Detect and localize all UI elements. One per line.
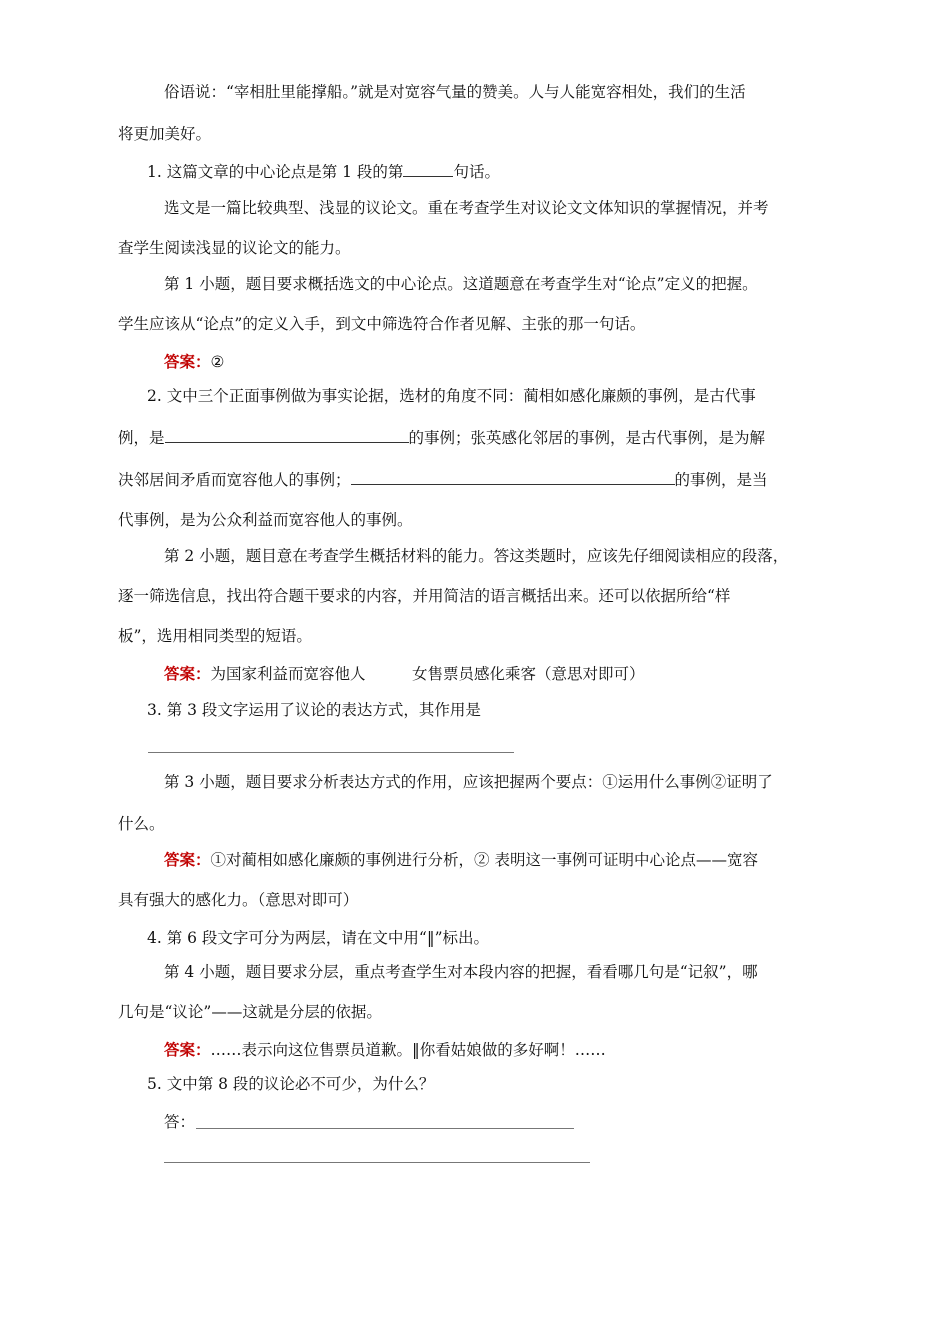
question-3-answer-line[interactable]	[148, 752, 514, 753]
question-1-prefix: 1. 这篇文章的中心论点是第 1 段的第	[147, 163, 404, 181]
question-2-line1: 2. 文中三个正面事例做为事实论据，选材的角度不同：蔺相如感化廉颇的事例，是古代事	[147, 387, 756, 405]
explanation-4-line1: 第 4 小题，题目要求分层，重点考查学生对本段内容的把握，看看哪几句是“记叙”，哪	[164, 963, 758, 981]
question-1-blank[interactable]	[403, 162, 453, 177]
explanation-3-line2: 什么。	[118, 815, 165, 833]
question-5-answer-line-1[interactable]	[196, 1128, 574, 1129]
answer-1	[164, 352, 224, 372]
question-1-suffix: 句话。	[453, 163, 500, 181]
answer-4-text: ……表示向这位售票员道歉。‖你看姑娘做的多好啊！……	[210, 1041, 606, 1059]
explanation-1-line2: 学生应该从“论点”的定义入手，到文中筛选符合作者见解、主张的那一句话。	[118, 315, 646, 333]
answer-3-text: ①对蔺相如感化廉颇的事例进行分析，② 表明这一事例可证明中心论点——宽容	[210, 851, 758, 869]
answer-1-label: 答案：	[164, 352, 211, 371]
explanation-3-line1: 第 3 小题，题目要求分析表达方式的作用，应该把握两个要点：①运用什么事例②证明了	[164, 773, 773, 791]
question-2-blank-2[interactable]	[351, 470, 675, 485]
question-3: 3. 第 3 段文字运用了议论的表达方式，其作用是	[147, 701, 481, 719]
paragraph-proverb-line2: 将更加美好。	[118, 125, 212, 143]
explanation-1-line1: 第 1 小题，题目要求概括选文的中心论点。这道题意在考查学生对“论点”定义的把握。	[164, 275, 758, 293]
question-5: 5. 文中第 8 段的议论必不可少，为什么？	[147, 1075, 435, 1093]
answer-2	[164, 664, 645, 684]
answer-3-label: 答案：	[164, 850, 211, 869]
explanation-2-line3: 板”，选用相同类型的短语。	[118, 627, 312, 645]
question-2-line2-start: 例，是	[118, 429, 165, 447]
answer-2-label: 答案：	[164, 664, 211, 683]
answer-4	[164, 1040, 606, 1060]
answer-1-text: ②	[210, 353, 225, 371]
answer-3-line2: 具有强大的感化力。（意思对即可）	[118, 891, 359, 909]
question-2-line3-start: 决邻居间矛盾而宽容他人的事例；	[118, 471, 351, 489]
paragraph-proverb-line1: 俗语说：“宰相肚里能撑船。”就是对宽容气量的赞美。人与人能宽容相处，我们的生活	[164, 83, 746, 101]
question-4: 4. 第 6 段文字可分为两层，请在文中用“‖”标出。	[147, 929, 490, 947]
answer-3-line1	[164, 850, 758, 870]
question-2-blank-1[interactable]	[165, 428, 409, 443]
explanation-4-line2: 几句是“议论”——这就是分层的依据。	[118, 1003, 382, 1021]
analysis-intro-line1: 选文是一篇比较典型、浅显的议论文。重在考查学生对议论文文体知识的掌握情况，并考	[164, 199, 769, 217]
question-5-answer-line-2[interactable]	[164, 1162, 590, 1163]
analysis-intro-line2: 查学生阅读浅显的议论文的能力。	[118, 239, 351, 257]
answer-4-label: 答案：	[164, 1040, 211, 1059]
question-2-line3	[118, 470, 768, 490]
explanation-2-line2: 逐一筛选信息，找出符合题干要求的内容，并用简洁的语言概括出来。还可以依据所给“样	[118, 587, 731, 605]
question-1	[147, 162, 500, 182]
question-2-line2	[118, 428, 765, 448]
question-5-answer-prefix: 答：	[164, 1113, 196, 1131]
explanation-2-line1: 第 2 小题，题目意在考查学生概括材料的能力。答这类题时，应该先仔细阅读相应的段落，	[164, 547, 789, 565]
question-2-line2-end: 的事例；张英感化邻居的事例，是古代事例，是为解	[408, 429, 766, 447]
question-2-line4: 代事例，是为公众利益而宽容他人的事例。	[118, 511, 413, 529]
answer-2-text: 为国家利益而宽容他人 女售票员感化乘客（意思对即可）	[210, 665, 645, 683]
question-2-line3-end: 的事例，是当	[674, 471, 768, 489]
